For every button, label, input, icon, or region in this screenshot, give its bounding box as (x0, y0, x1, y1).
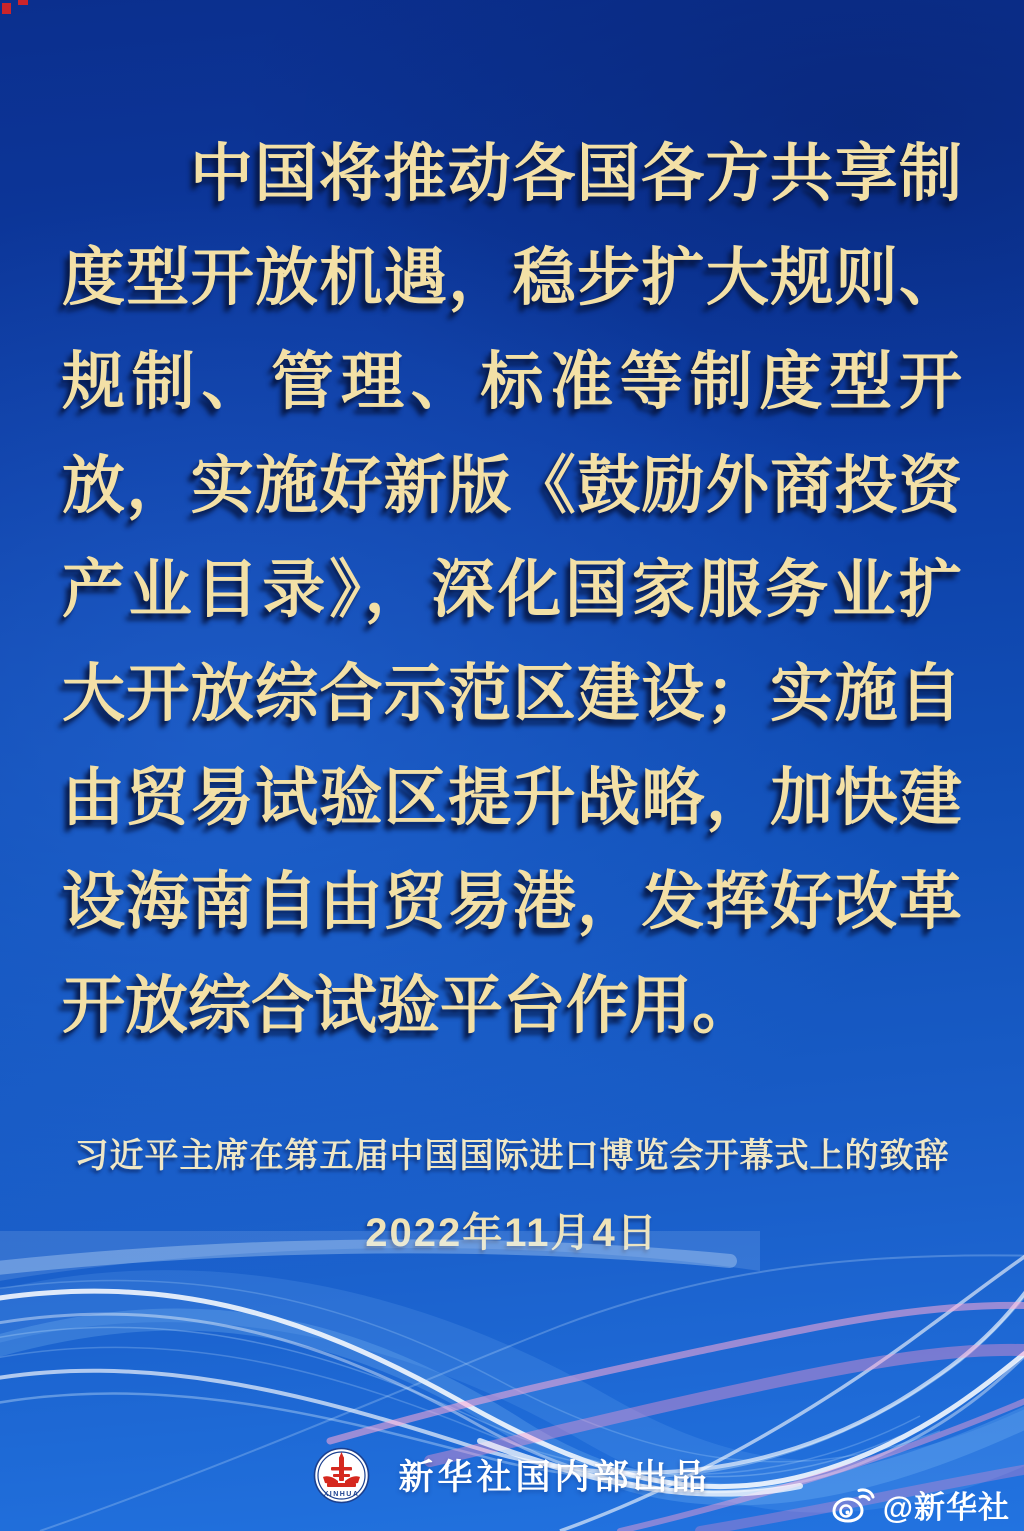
quote-line: 规制、管理、标准等制度型开 (62, 347, 962, 417)
quote-line: 放，实施好新版《鼓励外商投资 (62, 451, 962, 521)
quote-line: 产业目录》，深化国家服务业扩 (62, 555, 962, 625)
quote-block (62, 122, 962, 1058)
quote-line: 度型开放机遇，稳步扩大规则、 (62, 243, 962, 313)
quote-line: 大开放综合示范区建设；实施自 (62, 659, 962, 729)
publisher-text: 新华社国内部出品 (398, 1458, 711, 1497)
svg-text:XINHUA: XINHUA (324, 1490, 360, 1498)
quote-line: 设海南自由贸易港，发挥好改革 (62, 867, 962, 937)
quote-line: 由贸易试验区提升战略，加快建 (62, 763, 962, 833)
quote-line: 开放综合试验平台作用。 (62, 971, 755, 1041)
quote-source: 习近平主席在第五届中国国际进口博览会开幕式上的致辞 (74, 1137, 950, 1175)
corner-artifact (2, 3, 11, 14)
weibo-handle-text: @新华社 (882, 1490, 1010, 1525)
quote-line: 中国将推动各国各方共享制 (190, 139, 962, 209)
weibo-icon (831, 1487, 875, 1523)
xinhua-logo-icon (313, 1447, 370, 1504)
corner-artifact (18, 0, 28, 5)
weibo-watermark (831, 1482, 1010, 1527)
